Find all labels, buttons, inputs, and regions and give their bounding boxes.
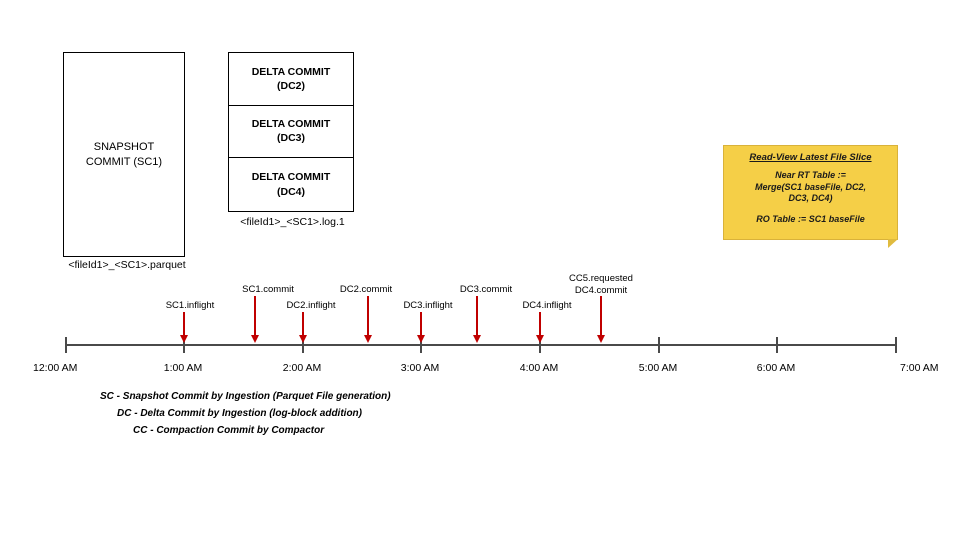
snapshot-commit-label: SNAPSHOT COMMIT (SC1): [85, 140, 163, 168]
timeline-axis: [65, 344, 895, 346]
log-block-dc4-label: DELTA COMMIT (DC4): [251, 171, 331, 198]
timeline-tick-label: 12:00 AM: [33, 362, 78, 374]
log-block-dc3-label: DELTA COMMIT (DC3): [251, 118, 331, 145]
sticky-note-line-3: DC3, DC4): [788, 193, 833, 204]
log-block-dc2-label: DELTA COMMIT (DC2): [251, 65, 331, 92]
legend-item: CC - Compaction Commit by Compactor: [133, 425, 325, 436]
sticky-note-title: Read-View Latest File Slice: [749, 152, 872, 163]
timeline-event-arrow: [420, 312, 422, 336]
timeline-event-arrow: [302, 312, 304, 336]
log-block-dc3: [229, 106, 353, 159]
timeline-event-arrow: [476, 296, 478, 336]
timeline-event-arrow: [600, 296, 602, 336]
snapshot-file-caption: <fileId1>_<SC1>.parquet: [68, 259, 186, 271]
timeline-tick: [776, 337, 778, 353]
timeline-tick-label: 3:00 AM: [400, 362, 440, 374]
log-file-caption: <fileId1>_<SC1>.log.1: [240, 216, 345, 228]
timeline-tick-label: 7:00 AM: [900, 362, 939, 374]
sticky-note-line-4: RO Table := SC1 baseFile: [756, 214, 865, 225]
timeline-event-label: SC1.inflight: [165, 300, 215, 311]
timeline-tick-label: 1:00 AM: [163, 362, 203, 374]
read-view-sticky-note: [723, 145, 898, 240]
timeline-tick-label: 4:00 AM: [519, 362, 559, 374]
legend-item: SC - Snapshot Commit by Ingestion (Parquet File generation): [100, 391, 391, 402]
log-block-dc4: [229, 158, 353, 211]
legend-item: DC - Delta Commit by Ingestion (log-block addition): [117, 408, 362, 419]
timeline-event-label: DC3.inflight: [403, 300, 453, 311]
timeline-event-arrow: [254, 296, 256, 336]
timeline-event-label: SC1.commit: [242, 284, 294, 295]
timeline-event-label: CC5.requested DC4.commit: [569, 273, 633, 296]
sticky-note-line-2: Merge(SC1 baseFile, DC2,: [754, 181, 867, 192]
timeline-event-label: DC2.commit: [339, 284, 393, 295]
timeline-tick-label: 5:00 AM: [638, 362, 678, 374]
sticky-note-spacer: [732, 205, 889, 214]
timeline-event-label: DC2.inflight: [286, 300, 336, 311]
timeline-tick: [658, 337, 660, 353]
log-block-dc2: [229, 53, 353, 106]
timeline-event-arrow: [539, 312, 541, 336]
timeline-tick-label: 2:00 AM: [282, 362, 322, 374]
timeline-tick: [65, 337, 67, 353]
timeline-event-label: DC3.commit: [459, 284, 513, 295]
snapshot-commit-box: [63, 52, 185, 257]
timeline-event-arrow: [367, 296, 369, 336]
timeline-event-arrow: [183, 312, 185, 336]
timeline-tick-label: 6:00 AM: [756, 362, 796, 374]
timeline-event-label: DC4.inflight: [522, 300, 572, 311]
sticky-note-line-1: Near RT Table :=: [775, 170, 846, 180]
log-file-stack: [228, 52, 354, 212]
timeline-tick: [895, 337, 897, 353]
